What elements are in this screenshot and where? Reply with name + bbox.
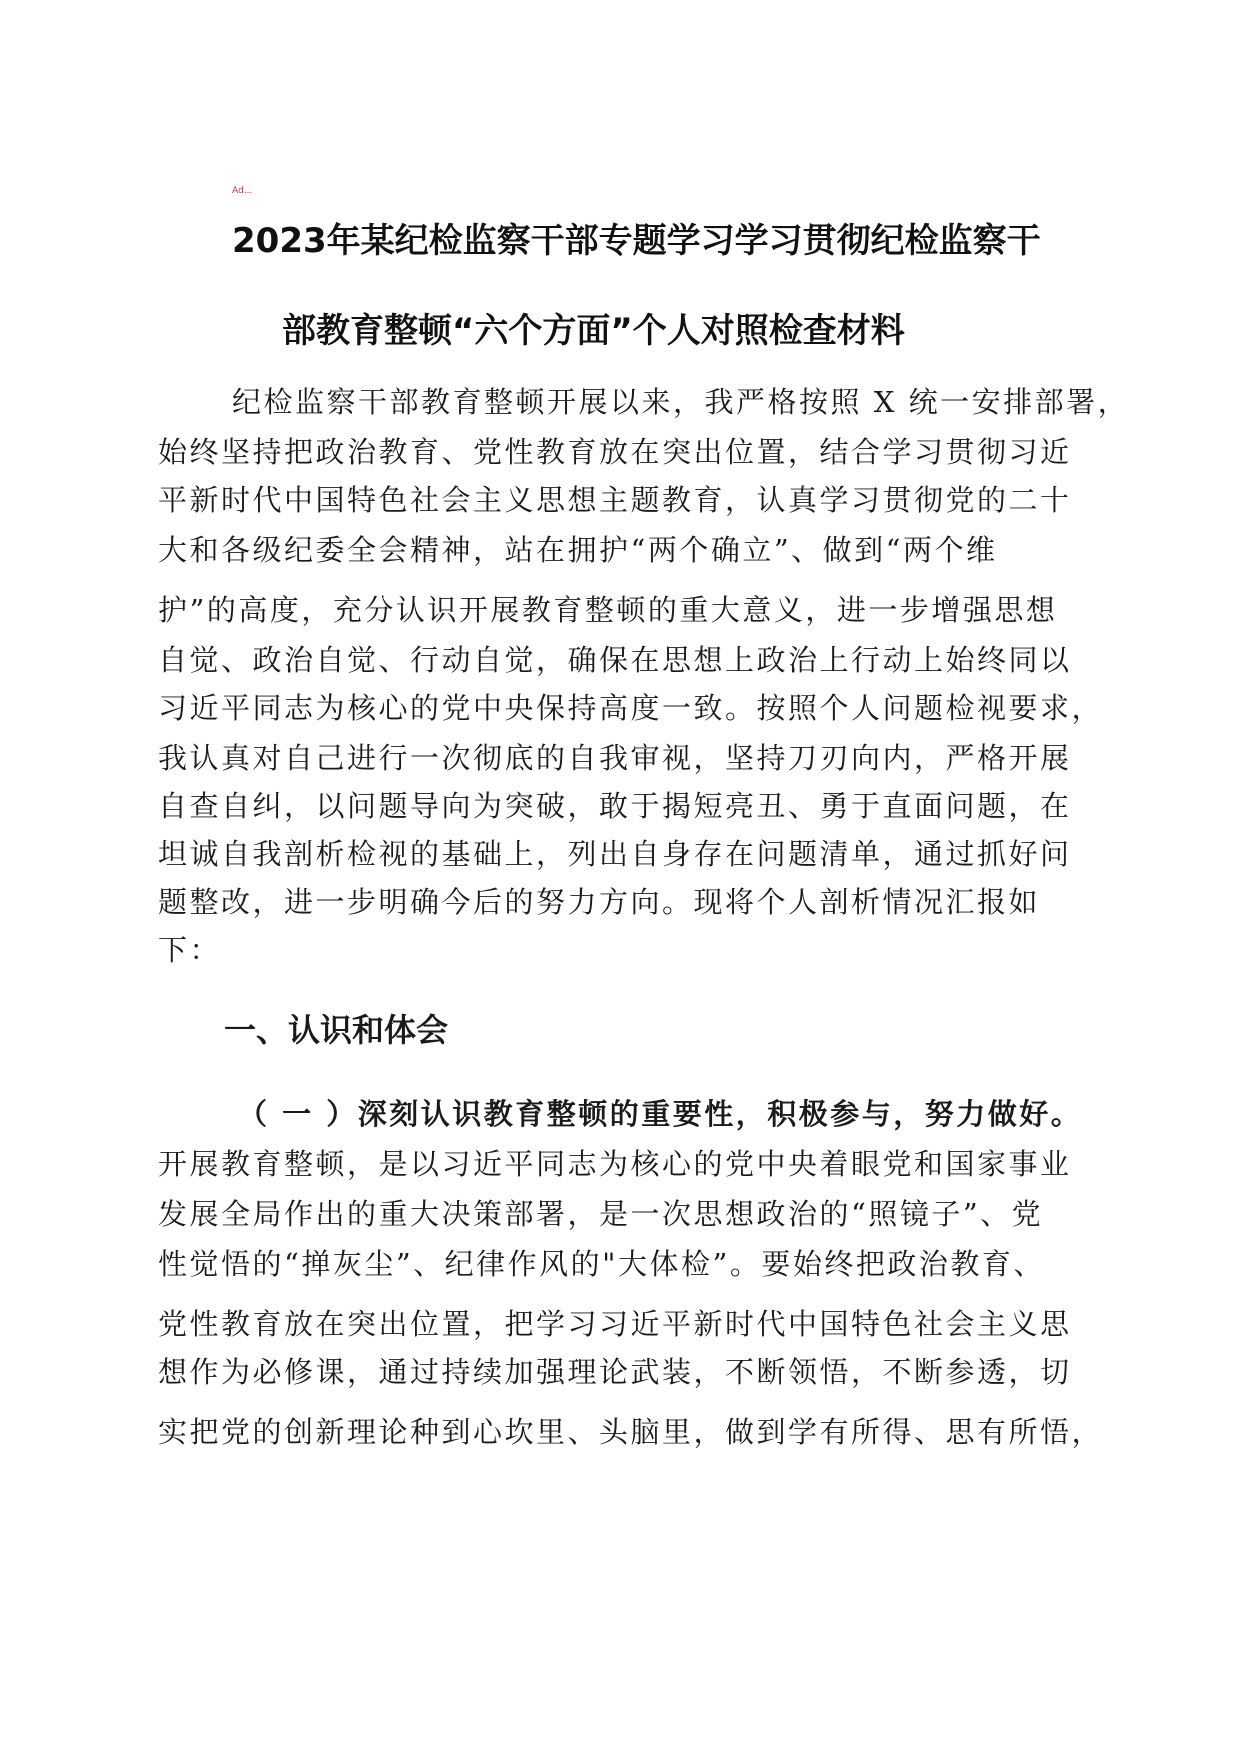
subsection-heading: （ 一 ）深刻认识教育整顿的重要性，积极参与，努力做好。 xyxy=(238,1097,1083,1131)
document-title-line-2: 部教育整顿“六个方面”个人对照检查材料 xyxy=(282,311,905,351)
section-line: 党性教育放在突出位置，把学习习近平新时代中国特色社会主义思 xyxy=(158,1307,1072,1341)
intro-line: 护”的高度，充分认识开展教育整顿的重大意义，进一步增强思想 xyxy=(158,593,1058,627)
intro-line: 平新时代中国特色社会主义思想主题教育，认真学习贯彻党的二十 xyxy=(158,483,1072,517)
section-line: 性觉悟的“掸灰尘”、纪律作风的"大体检”。要始终把政治教育、 xyxy=(158,1247,1045,1281)
intro-line: 题整改，进一步明确今后的努力方向。现将个人剖析情况汇报如 xyxy=(158,885,1041,919)
intro-line: 始终坚持把政治教育、党性教育放在突出位置，结合学习贯彻习近 xyxy=(158,435,1072,469)
intro-line: 我认真对自己进行一次彻底的自我审视，坚持刀刃向内，严格开展 xyxy=(158,741,1072,775)
document-title-line-1: 2023年某纪检监察干部专题学习学习贯彻纪检监察干 xyxy=(232,221,1041,261)
section-line: 实把党的创新理论种到心坎里、头脑里，做到学有所得、思有所悟， xyxy=(158,1415,1104,1449)
intro-line: 自觉、政治自觉、行动自觉，确保在思想上政治上行动上始终同以 xyxy=(158,643,1072,677)
intro-line: 大和各级纪委全会精神，站在拥护“两个确立”、做到“两个维 xyxy=(158,533,998,567)
intro-line: 纪检监察干部教育整顿开展以来，我严格按照 X 统一安排部署， xyxy=(232,385,1130,419)
header-mark: Ad... xyxy=(232,186,253,196)
section-heading: 一、认识和体会 xyxy=(224,1011,449,1049)
section-line: 开展教育整顿，是以习近平同志为核心的党中央着眼党和国家事业 xyxy=(158,1147,1072,1181)
section-line: 发展全局作出的重大决策部署，是一次思想政治的“照镜子”、党 xyxy=(158,1197,1044,1231)
intro-line: 习近平同志为核心的党中央保持高度一致。按照个人问题检视要求， xyxy=(158,691,1104,725)
intro-line: 自查自纠，以问题导向为突破，敢于揭短亮丑、勇于直面问题，在 xyxy=(158,789,1072,823)
intro-line: 坦诚自我剖析检视的基础上，列出自身存在问题清单，通过抓好问 xyxy=(158,837,1072,871)
section-line: 想作为必修课，通过持续加强理论武装，不断领悟，不断参透，切 xyxy=(158,1355,1072,1389)
intro-line: 下： xyxy=(158,933,222,967)
